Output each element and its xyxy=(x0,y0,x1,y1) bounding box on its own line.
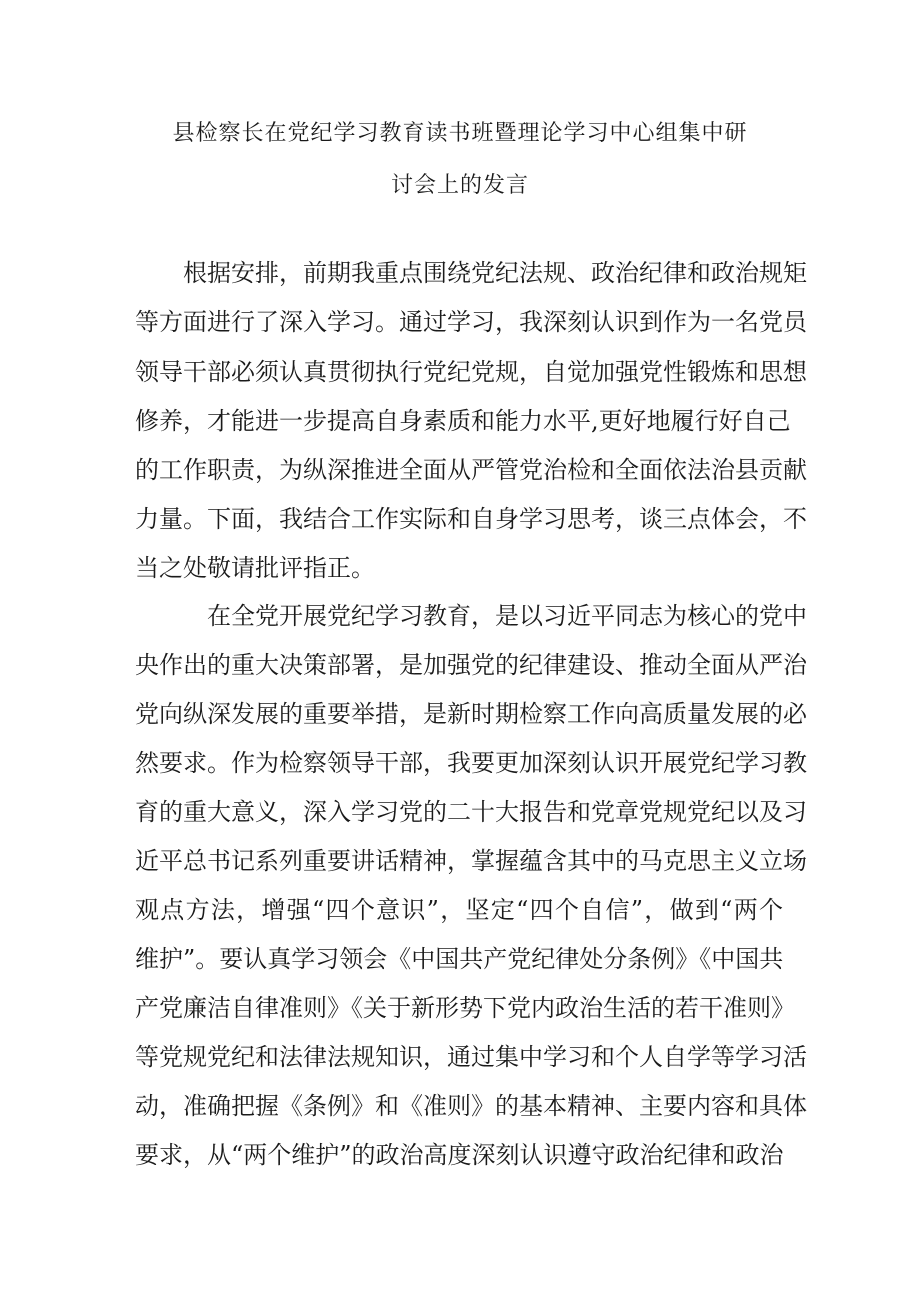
paragraph-line: 党向纵深发展的重要举措，是新时期检察工作向高质量发展的必 xyxy=(135,700,807,728)
document-title-line-2: 讨会上的发言 xyxy=(390,173,529,198)
document-title-line-1: 县检察长在党纪学习教育读书班暨理论学习中心组集中研 xyxy=(172,121,748,146)
paragraph-line: 根据安排，前期我重点围绕党纪法规、政治纪律和政治规矩 xyxy=(183,259,807,287)
paragraph-line: 育的重大意义，深入学习党的二十大报告和党章党规党纪以及习 xyxy=(135,798,807,826)
paragraph-line: 领导干部必须认真贯彻执行党纪党规，自觉加强党性锻炼和思想 xyxy=(135,358,807,386)
paragraph-line: 产党廉洁自律准则》《关于新形势下党内政治生活的若干准则》 xyxy=(135,994,795,1022)
paragraph-line: 近平总书记系列重要讲话精神，掌握蕴含其中的马克思主义立场 xyxy=(135,847,807,875)
paragraph-line: 在全党开展党纪学习教育，是以习近平同志为核心的党中 xyxy=(207,602,807,630)
paragraph-line: 要求，从“两个维护”的政治高度深刻认识遵守政治纪律和政治 xyxy=(135,1141,784,1169)
paragraph-line: 修养，才能进一步提高自身素质和能力水平,更好地履行好自己 xyxy=(135,407,791,435)
paragraph-line: 力量。下面，我结合工作实际和自身学习思考，谈三点体会，不 xyxy=(135,505,807,533)
paragraph-line: 动，准确把握《条例》和《准则》的基本精神、主要内容和具体 xyxy=(135,1092,807,1120)
paragraph-line: 观点方法，增强“四个意识”，坚定“四个自信”，做到“两个 xyxy=(135,896,783,924)
paragraph-line: 当之处敬请批评指正。 xyxy=(135,554,375,582)
paragraph-line: 维护”。要认真学习领会《中国共产党纪律处分条例》《中国共 xyxy=(135,945,784,973)
paragraph-line: 央作出的重大决策部署，是加强党的纪律建设、推动全面从严治 xyxy=(135,651,807,679)
paragraph-line: 等方面进行了深入学习。通过学习，我深刻认识到作为一名党员 xyxy=(135,308,807,336)
paragraph-line: 然要求。作为检察领导干部，我要更加深刻认识开展党纪学习教 xyxy=(135,749,807,777)
paragraph-line: 的工作职责，为纵深推进全面从严管党治检和全面依法治县贡献 xyxy=(135,456,807,484)
paragraph-line: 等党规党纪和法律法规知识，通过集中学习和个人自学等学习活 xyxy=(135,1043,807,1071)
